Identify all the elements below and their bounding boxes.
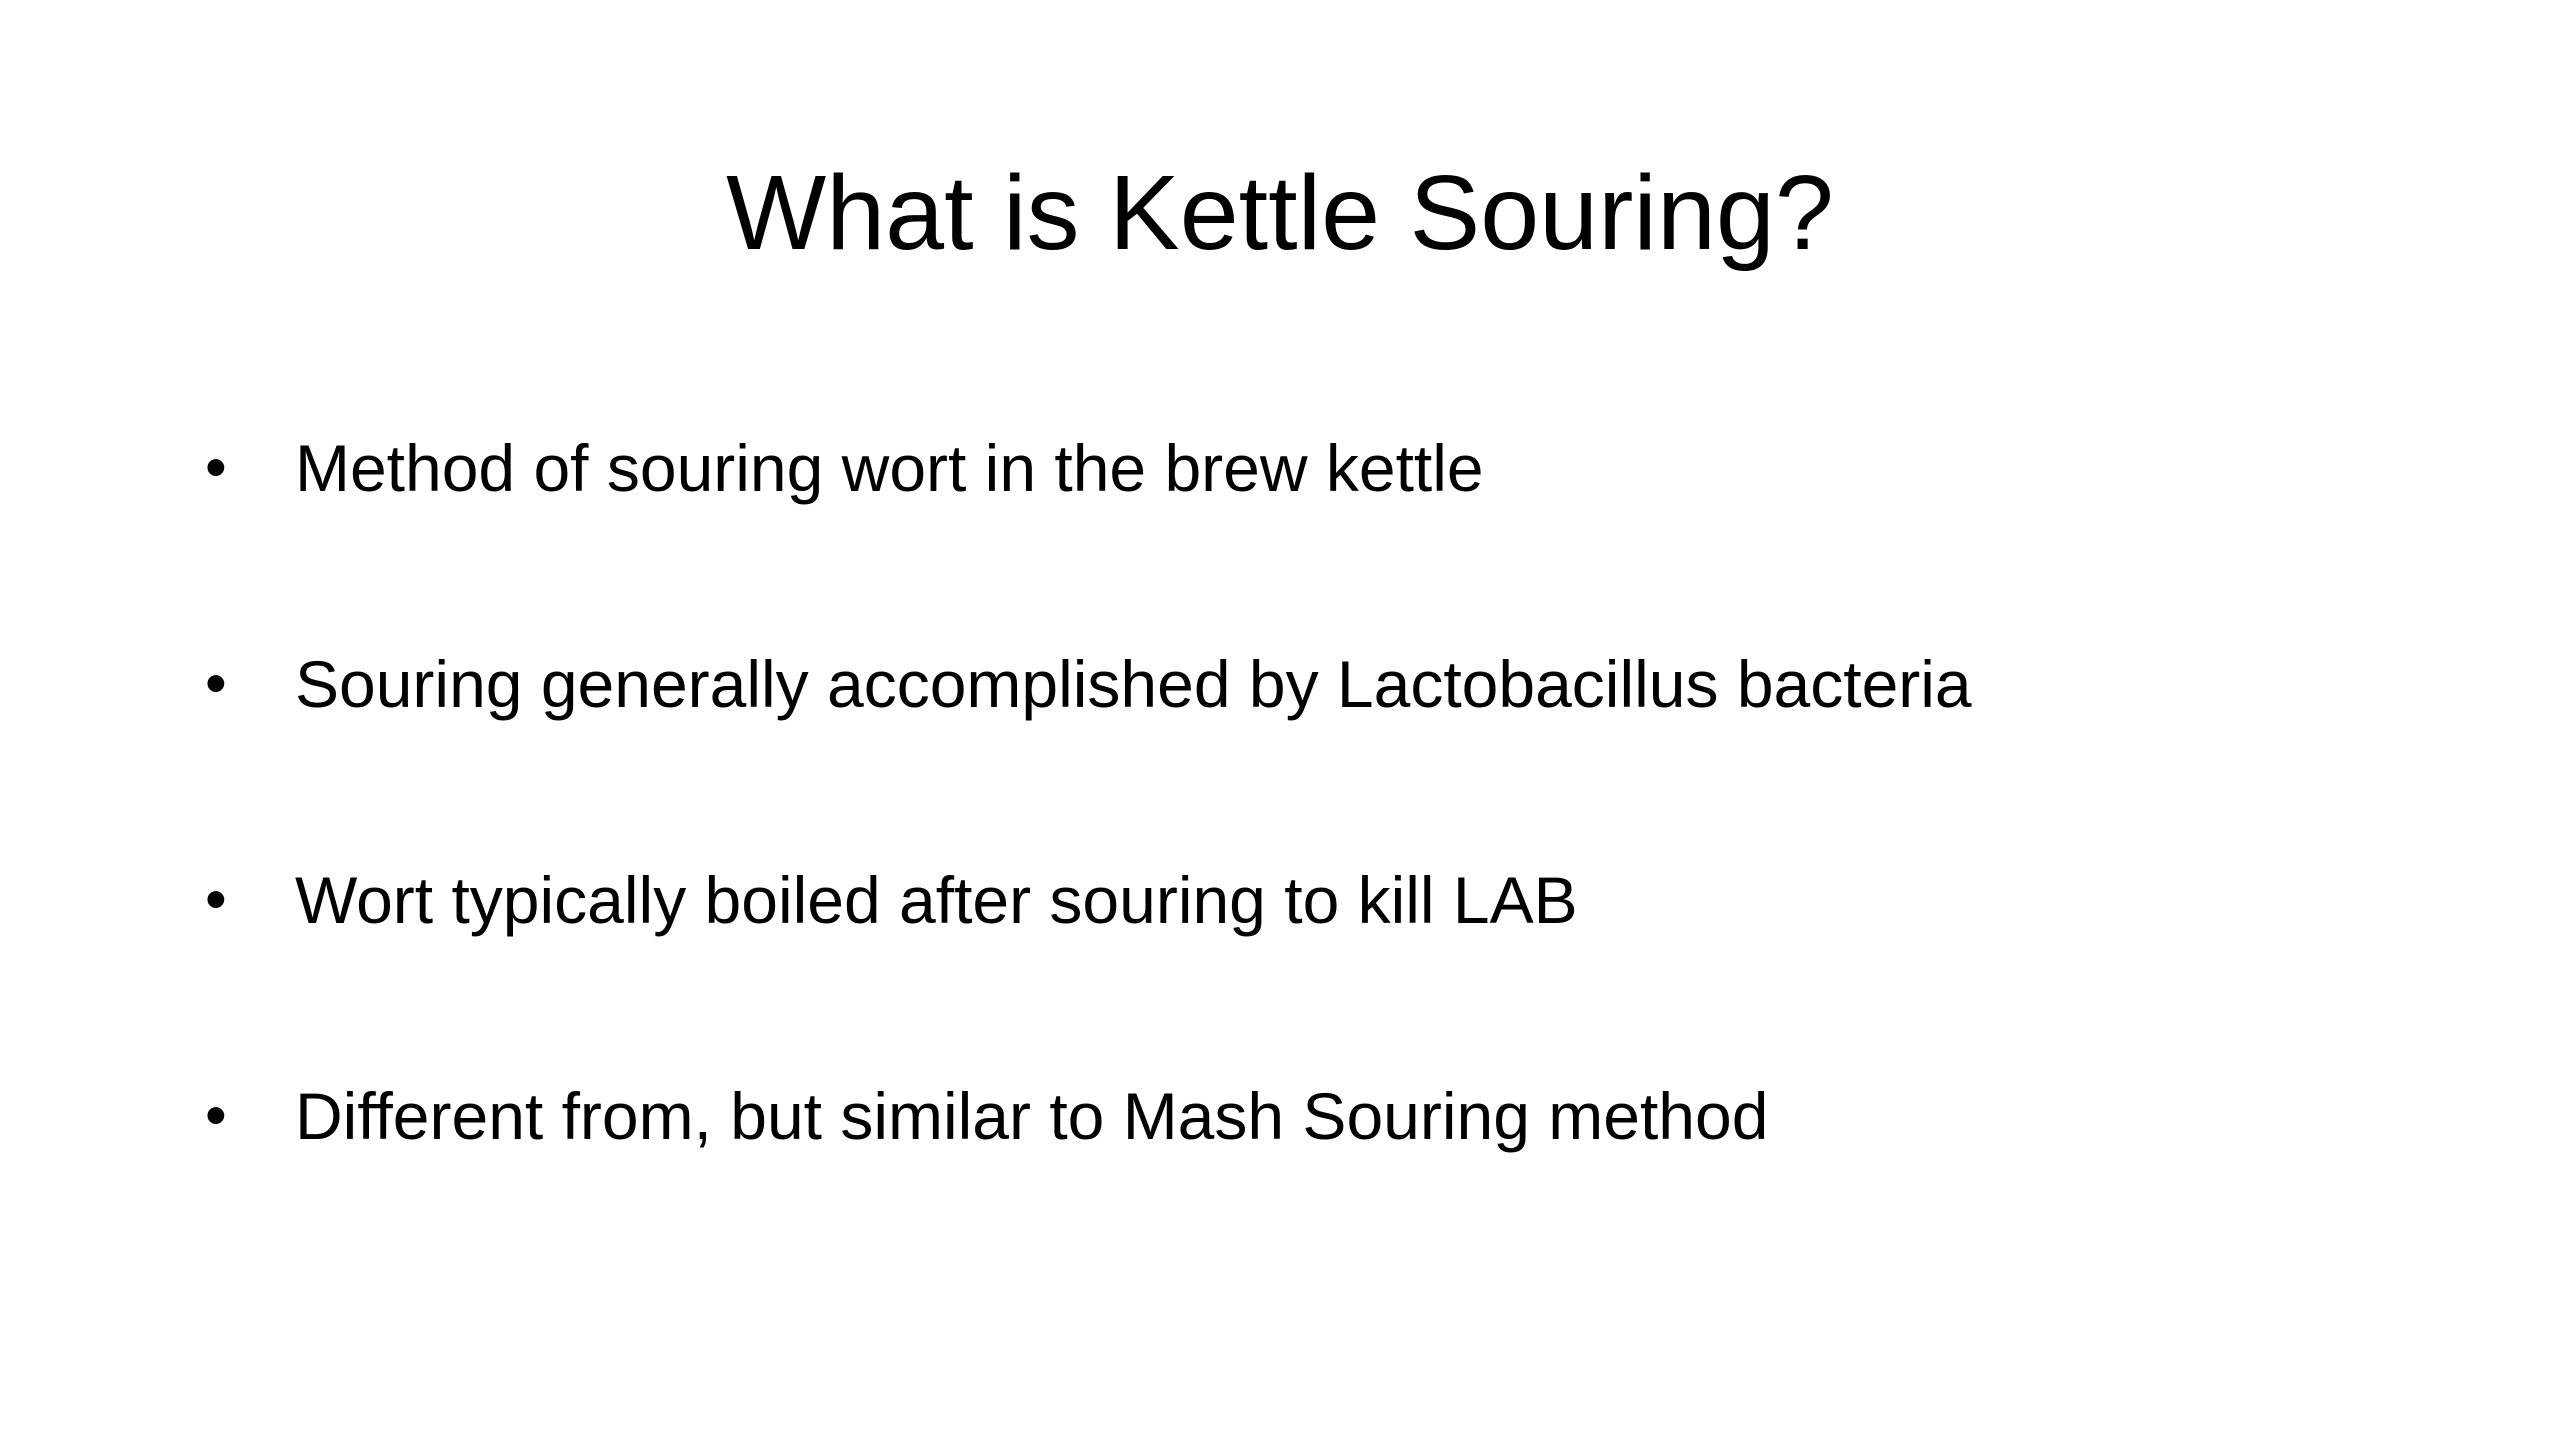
bullet-marker: • [205,1081,227,1150]
bullet-item [205,636,2405,852]
bullet-item [205,420,2405,636]
bullet-item [205,852,2405,1068]
bullet-marker: • [205,649,227,718]
bullet-list [205,420,2405,1284]
bullet-text: Souring generally accomplished by Lactobacillus bacteria [295,647,1972,721]
bullet-item [205,1068,2405,1284]
bullet-text: Method of souring wort in the brew kettle [295,431,1484,505]
bullet-marker: • [205,433,227,502]
slide-title: What is Kettle Souring? [726,154,1834,272]
bullet-marker: • [205,865,227,934]
bullet-text: Different from, but similar to Mash Souring method [295,1079,1769,1153]
bullet-text: Wort typically boiled after souring to kill LAB [295,863,1578,937]
